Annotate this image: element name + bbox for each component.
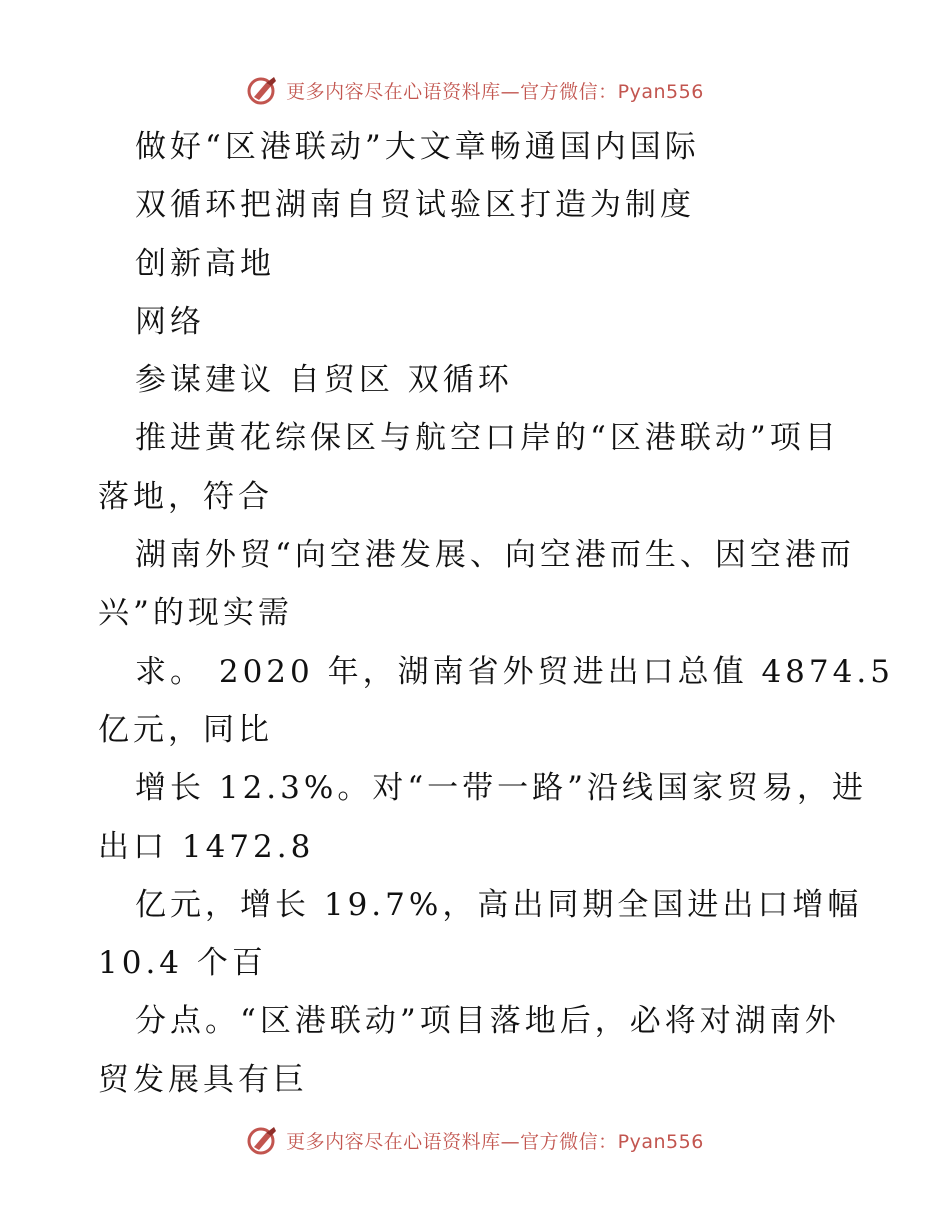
text-line: 求。 2020 年，湖南省外贸进出口总值 4874.5	[135, 653, 894, 690]
text-line: 网络	[135, 303, 205, 340]
text-line: 湖南外贸“向空港发展、向空港而生、因空港而	[135, 537, 855, 574]
pen-logo-icon	[246, 1123, 280, 1157]
text-line: 增长 12.3%。对“一带一路”沿线国家贸易，进	[135, 770, 868, 807]
text-line: 落地，符合	[98, 478, 273, 515]
text-line: 创新高地	[135, 245, 275, 282]
text-line: 10.4 个百	[98, 945, 267, 982]
banner-text: 更多内容尽在心语资料库—官方微信：Pyan556	[286, 80, 704, 103]
text-line: 贸发展具有巨	[98, 1061, 308, 1098]
header-banner	[0, 72, 950, 108]
text-line: 分点。“区港联动”项目落地后，必将对湖南外	[135, 1003, 840, 1040]
text-line: 推进黄花综保区与航空口岸的“区港联动”项目	[135, 420, 840, 457]
banner-text: 更多内容尽在心语资料库—官方微信：Pyan556	[286, 1130, 704, 1153]
text-line: 双循环把湖南自贸试验区打造为制度	[135, 187, 695, 224]
pen-logo-icon	[246, 73, 280, 107]
text-line: 兴”的现实需	[98, 595, 293, 632]
text-line: 做好“区港联动”大文章畅通国内国际	[135, 129, 700, 165]
text-line: 参谋建议 自贸区 双循环	[135, 362, 513, 399]
text-line: 亿元，同比	[98, 711, 273, 748]
text-line: 出口 1472.8	[98, 828, 315, 865]
footer-banner	[0, 1122, 950, 1158]
document-body	[98, 118, 894, 1109]
text-line: 亿元，增长 19.7%，高出同期全国进出口增幅	[135, 886, 863, 923]
